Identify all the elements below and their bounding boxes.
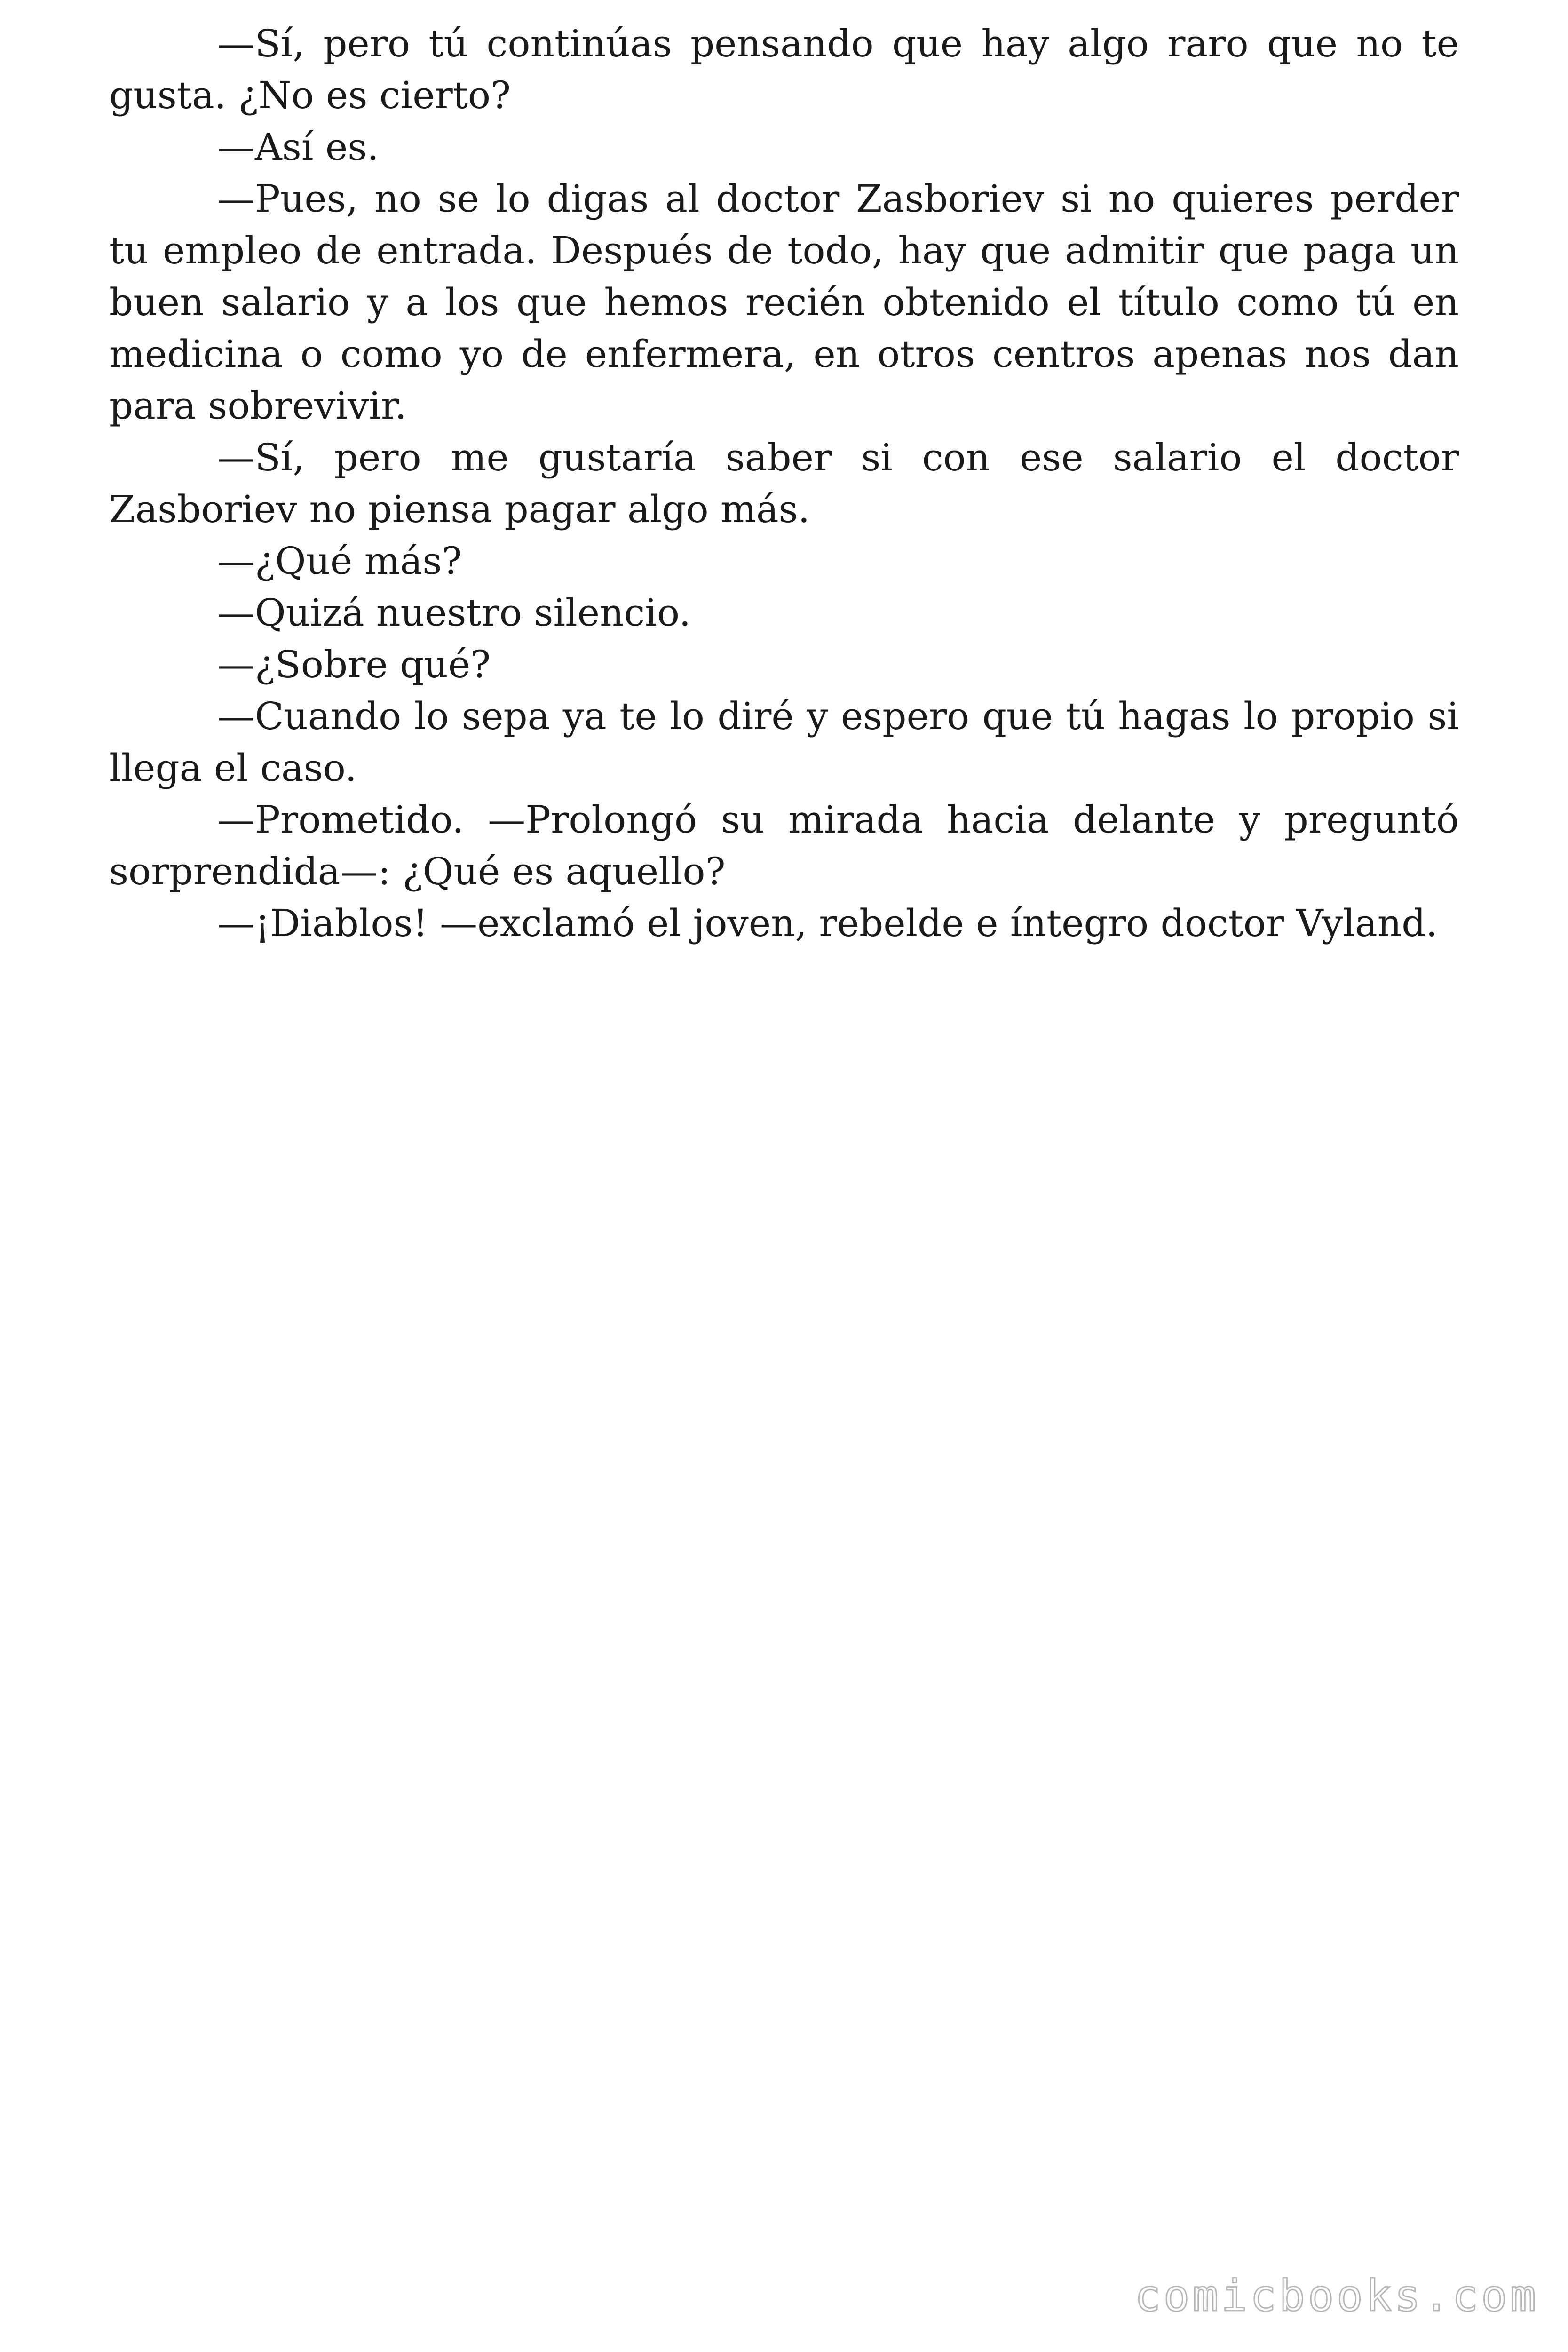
paragraph: —¿Qué más?: [217, 539, 462, 583]
body-text: [109, 18, 1459, 949]
paragraph: —Cuando lo sepa ya te lo diré y espero que tú hagas lo propio si llega el caso.: [109, 694, 1459, 790]
paragraph: —¿Sobre qué?: [217, 643, 491, 686]
paragraph: —Prometido. —Prolongó su mirada hacia delante y preguntó sorprendida—: ¿Qué es aquello?: [109, 798, 1459, 893]
paragraph: —Sí, pero tú continúas pensando que hay algo raro que no te gusta. ¿No es cierto?: [109, 22, 1459, 117]
watermark: comicbooks.com: [1134, 2271, 1539, 2321]
paragraph: —¡Diablos! —exclamó el joven, rebelde e íntegro doctor Vyland.: [217, 901, 1438, 945]
paragraph: —Así es.: [217, 125, 379, 169]
paragraph: —Sí, pero me gustaría saber si con ese salario el doctor Zasboriev no piensa pagar algo más.: [109, 436, 1459, 531]
paragraph: —Pues, no se lo digas al doctor Zasboriev si no quieres perder tu empleo de entrada. Después de todo, hay que admitir que paga un buen salario y a los que hemos recién obtenido el título como tú en medicina o como yo de enfermera, en otros centros apenas nos dan para sobrevivir.: [109, 177, 1459, 428]
paragraph: —Quizá nuestro silencio.: [217, 591, 691, 635]
